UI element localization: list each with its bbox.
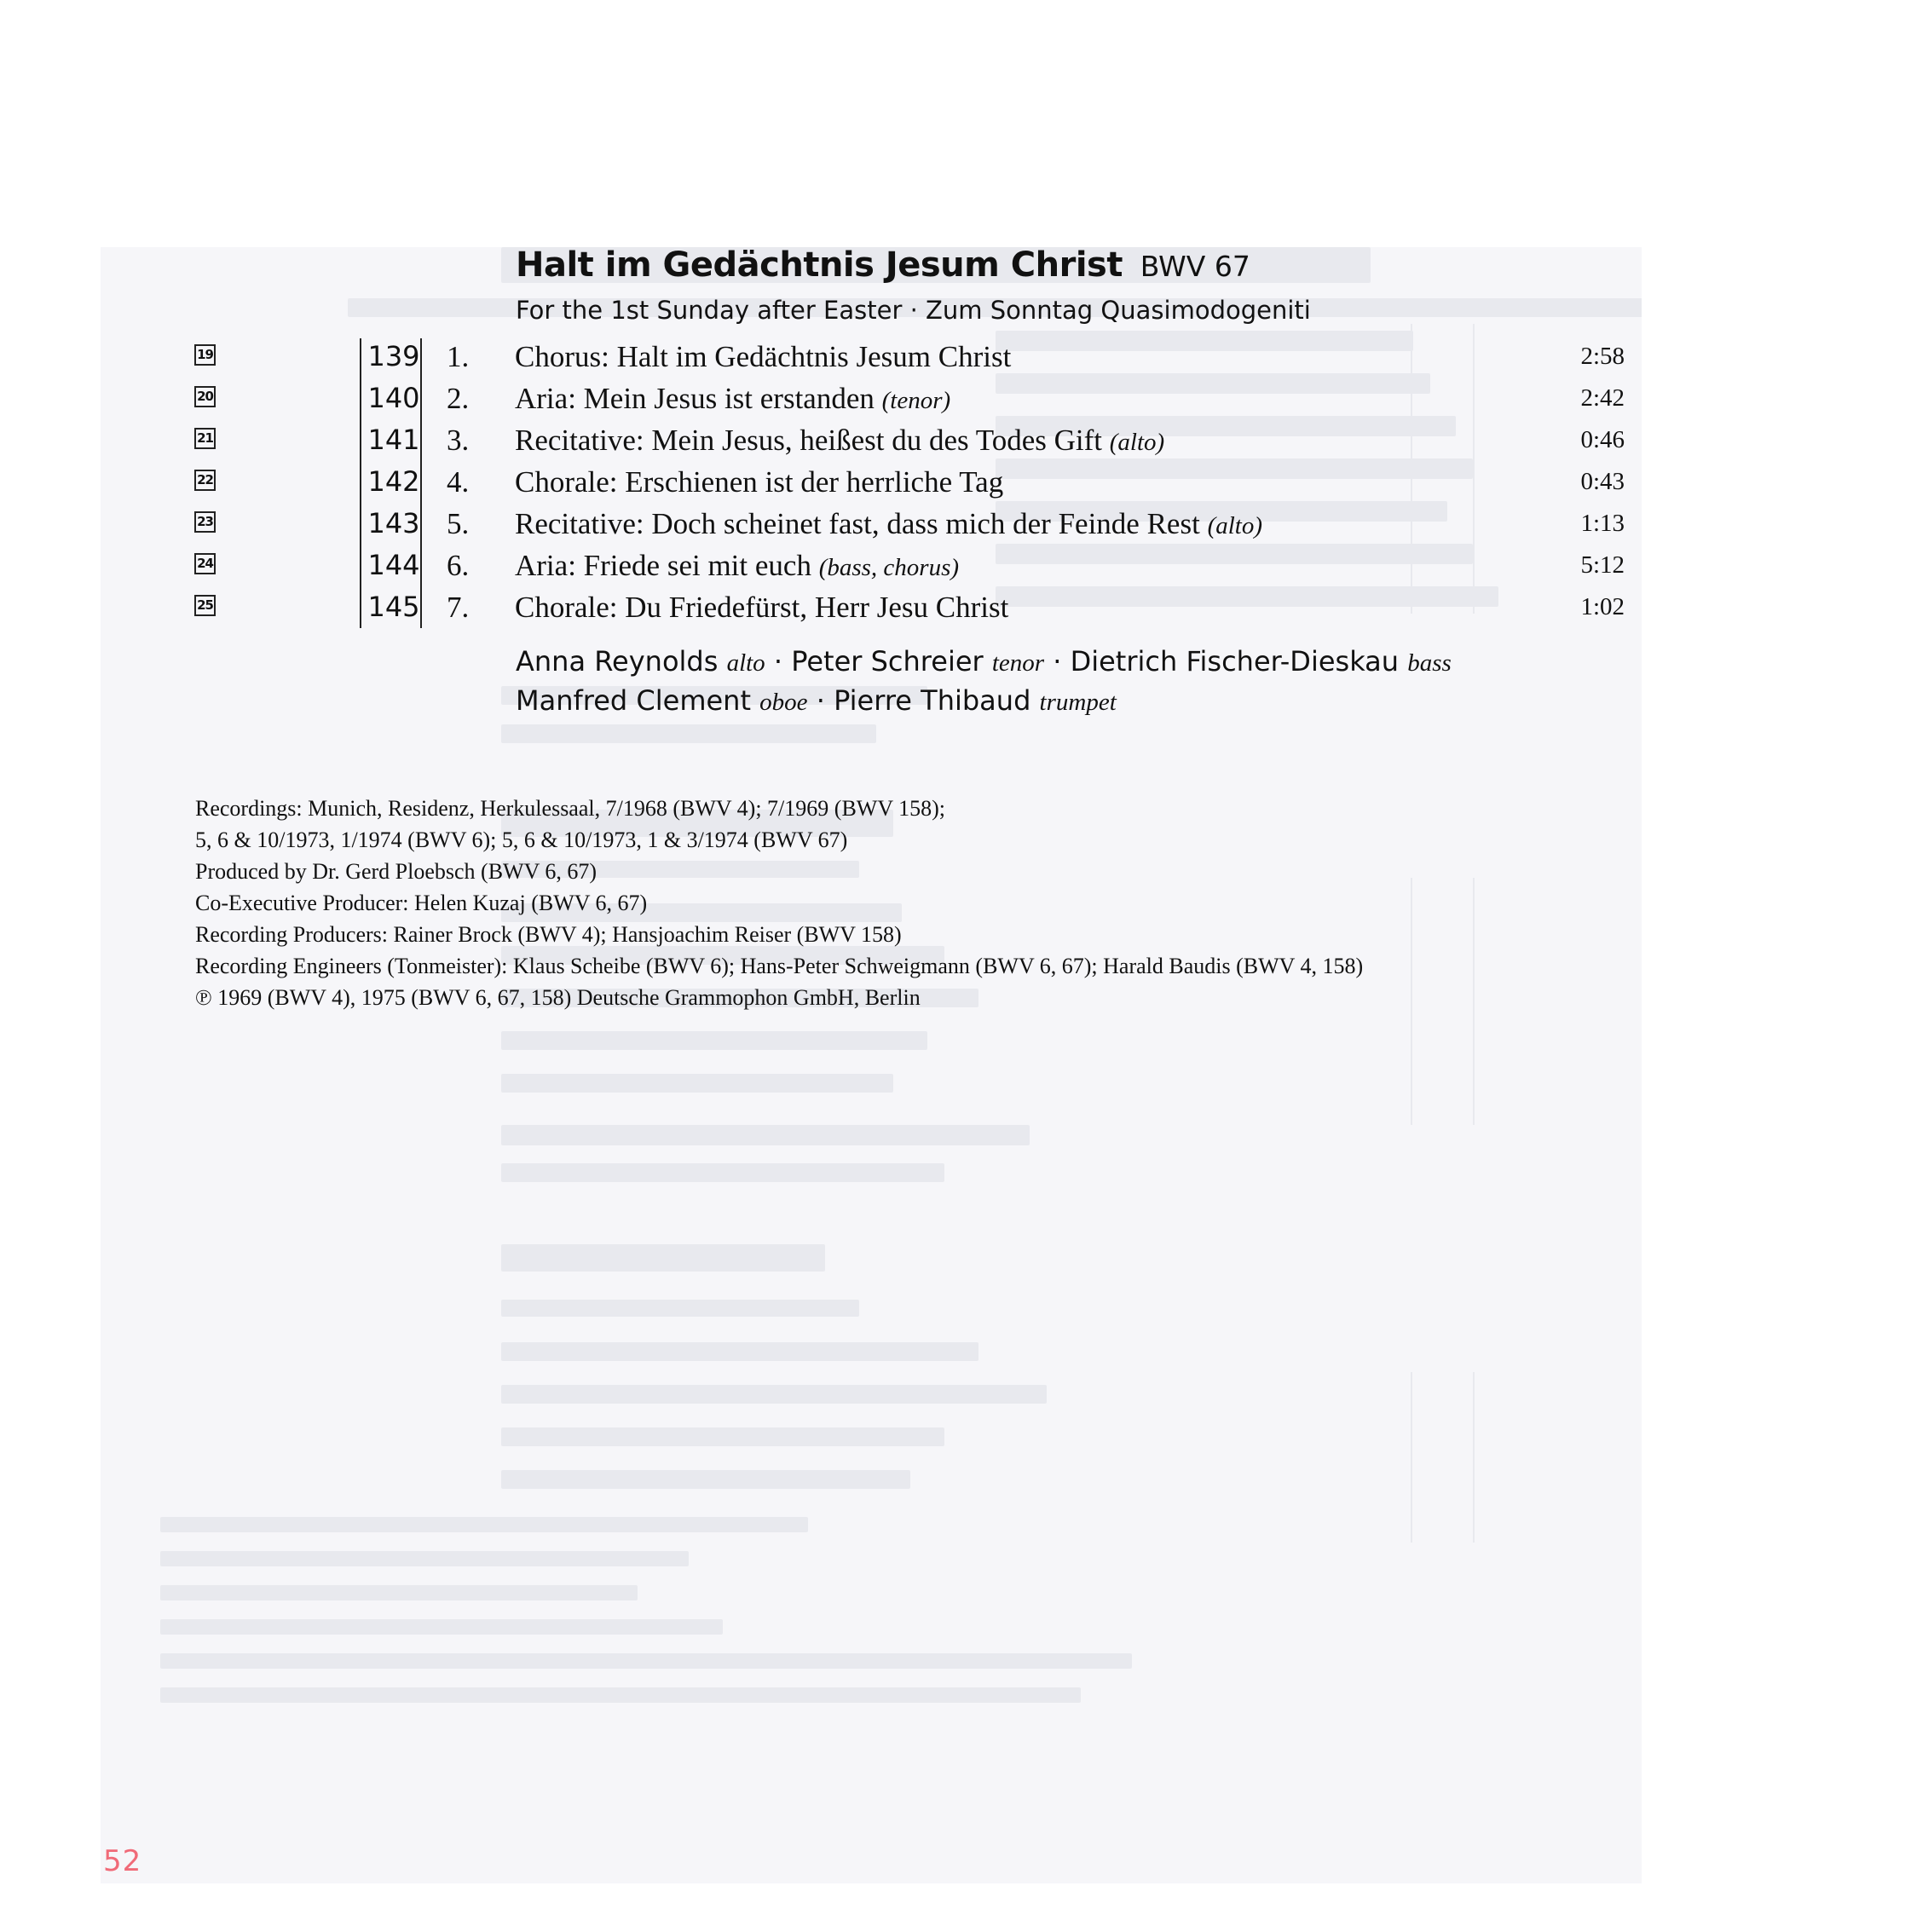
track-number: 144: [367, 549, 420, 581]
track-number: 140: [367, 382, 420, 414]
cd-track-box: 25: [194, 595, 216, 616]
cd-track-box: 24: [194, 553, 216, 574]
performer-role: alto: [726, 649, 765, 677]
movement-number: 6.: [447, 549, 470, 582]
movement-title: Aria: Friede sei mit euch: [515, 549, 811, 582]
performers: [516, 643, 1624, 721]
track-row: [194, 336, 1643, 378]
credit-line: Recordings: Munich, Residenz, Herkulessaal, 7/1968 (BWV 4); 7/1969 (BWV 158);: [195, 796, 946, 821]
track-row: [194, 586, 1643, 628]
track-duration: 0:46: [1580, 426, 1625, 453]
performer-role: bass: [1407, 649, 1452, 677]
performer-name: Pierre Thibaud: [834, 684, 1031, 717]
movement-title-line: [515, 336, 1011, 378]
performer-name: Anna Reynolds: [516, 645, 719, 678]
track-row: [194, 378, 1643, 419]
performer-separator: ·: [765, 645, 792, 678]
track-number: 145: [367, 591, 420, 623]
movement-title-line: [515, 503, 1262, 547]
track-duration: 2:42: [1580, 384, 1625, 412]
performers-line-2: [516, 682, 1624, 721]
cd-track-box: 23: [194, 511, 216, 533]
track-duration: 2:58: [1580, 343, 1625, 370]
performers-line-1: [516, 643, 1624, 682]
movement-title: Recitative: Mein Jesus, heißest du des Todes Gift: [515, 424, 1103, 457]
performer-name: Dietrich Fischer-Dieskau: [1070, 645, 1400, 678]
track-duration: 5:12: [1580, 551, 1625, 579]
movement-title: Chorus: Halt im Gedächtnis Jesum Christ: [515, 340, 1012, 373]
performer-role: trumpet: [1039, 689, 1117, 716]
movement-title-line: [515, 461, 1003, 503]
work-occasion: For the 1st Sunday after Easter · Zum Sonntag Quasimodogeniti: [516, 296, 1311, 325]
movement-voice: (tenor): [881, 387, 951, 414]
track-duration: 1:02: [1580, 593, 1625, 620]
track-row: [194, 545, 1643, 586]
movement-title-line: [515, 545, 959, 589]
credit-line: ℗ 1969 (BWV 4), 1975 (BWV 6, 67, 158) Deutsche Grammophon GmbH, Berlin: [195, 985, 921, 1010]
movement-title: Recitative: Doch scheinet fast, dass mich der Feinde Rest: [515, 507, 1200, 540]
track-duration: 0:43: [1580, 468, 1625, 495]
movement-voice: (alto): [1109, 429, 1165, 456]
performer-name: Peter Schreier: [791, 645, 984, 678]
movement-title-line: [515, 378, 950, 422]
recording-credits: [195, 793, 1644, 1013]
credit-line: 5, 6 & 10/1973, 1/1974 (BWV 6); 5, 6 & 10/1973, 1 & 3/1974 (BWV 67): [195, 828, 848, 852]
credit-line: Recording Producers: Rainer Brock (BWV 4); Hansjoachim Reiser (BWV 158): [195, 922, 902, 947]
movement-number: 2.: [447, 382, 470, 415]
track-number: 142: [367, 465, 420, 498]
movement-number: 3.: [447, 424, 470, 457]
work-catalogue-number: BWV 67: [1140, 250, 1250, 283]
performer-role: tenor: [991, 649, 1045, 677]
movement-number: 7.: [447, 591, 470, 624]
movement-voice: (alto): [1207, 512, 1262, 539]
cd-track-box: 19: [194, 344, 216, 366]
cd-track-box: 21: [194, 428, 216, 449]
work-title: Halt im Gedächtnis Jesum Christ: [516, 245, 1123, 285]
movement-title-line: [515, 586, 1008, 628]
page-number: 52: [103, 1844, 142, 1878]
cd-track-box: 20: [194, 386, 216, 407]
cd-track-box: 22: [194, 470, 216, 491]
track-row: [194, 461, 1643, 503]
work-header: [516, 243, 1624, 332]
track-duration: 1:13: [1580, 510, 1625, 537]
performer-name: Manfred Clement: [516, 684, 751, 717]
movement-voice: (bass, chorus): [818, 554, 960, 581]
performer-separator: ·: [1044, 645, 1071, 678]
movement-title: Chorale: Du Friedefürst, Herr Jesu Christ: [515, 591, 1009, 624]
work-title-line: [516, 243, 1624, 289]
credit-line: Recording Engineers (Tonmeister): Klaus Scheibe (BWV 6); Hans-Peter Schweigmann (BWV 6, 67); Harald Baudis (BWV 4, 158): [195, 954, 1364, 978]
movement-number: 5.: [447, 507, 470, 540]
track-row: [194, 419, 1643, 461]
movement-number: 4.: [447, 465, 470, 499]
track-number: 139: [367, 340, 420, 372]
track-row: [194, 503, 1643, 545]
performer-role: oboe: [759, 689, 808, 716]
track-number: 141: [367, 424, 420, 456]
credit-line: Co-Executive Producer: Helen Kuzaj (BWV 6, 67): [195, 891, 648, 915]
credit-line: Produced by Dr. Gerd Ploebsch (BWV 6, 67): [195, 859, 597, 884]
movement-title: Aria: Mein Jesus ist erstanden: [515, 382, 875, 415]
movement-title: Chorale: Erschienen ist der herrliche Tag: [515, 465, 1004, 499]
movement-title-line: [515, 419, 1164, 464]
movement-number: 1.: [447, 340, 470, 373]
performer-separator: ·: [807, 684, 834, 717]
track-number: 143: [367, 507, 420, 539]
